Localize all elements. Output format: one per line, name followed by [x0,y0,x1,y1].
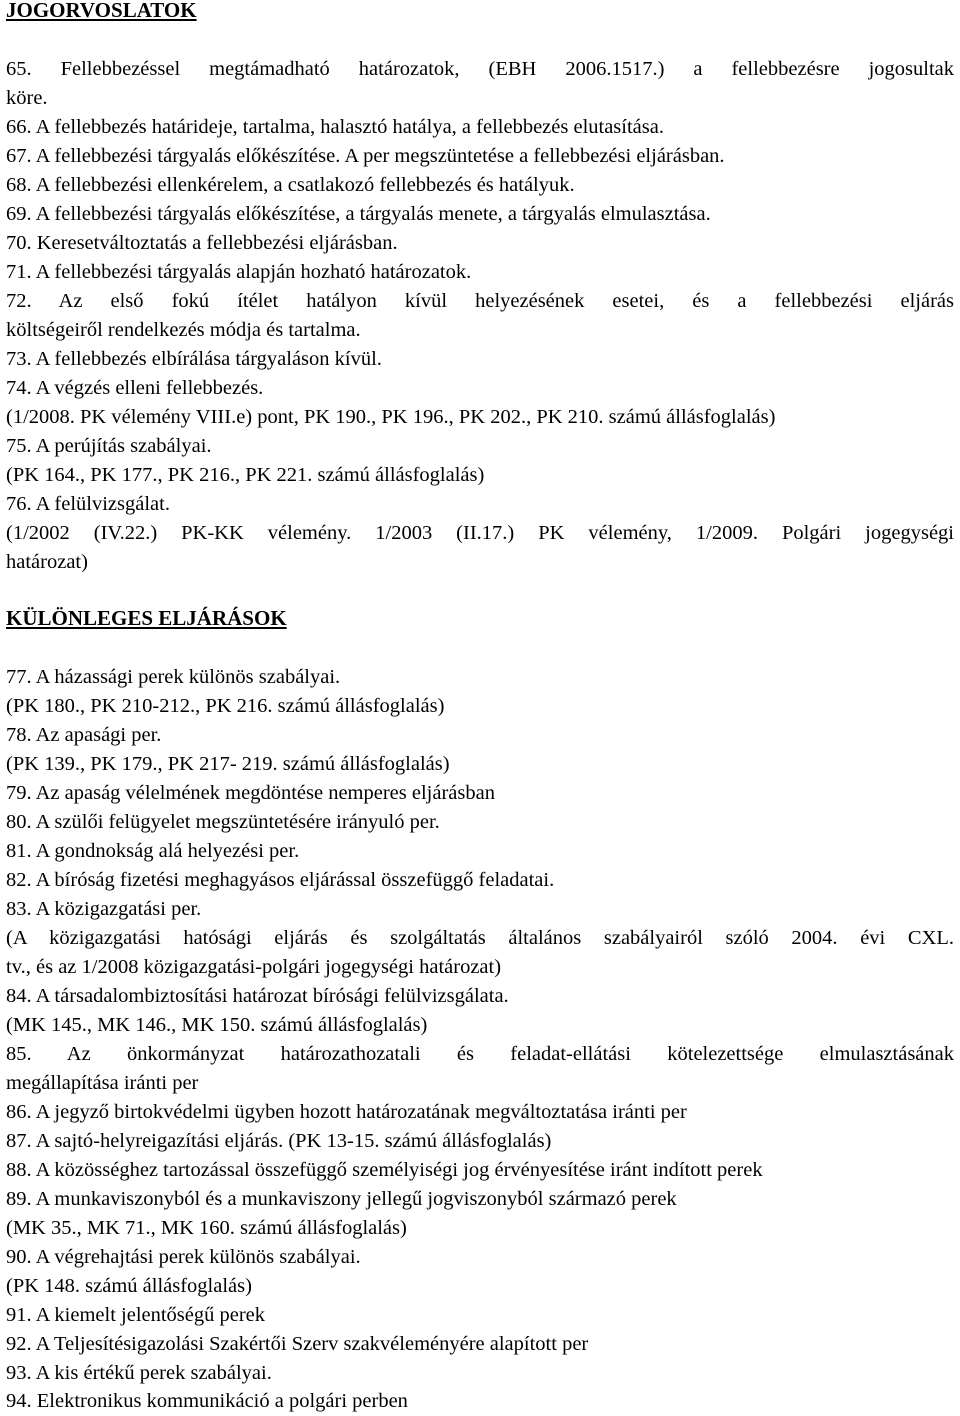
text-line: tv., és az 1/2008 közigazgatási-polgári jogegységi határozat) [6,956,502,978]
text-line: 80. A szülői felügyelet megszüntetésére irányuló per. [6,811,440,833]
text-line: 84. A társadalombiztosítási határozat bírósági felülvizsgálata. [6,985,509,1007]
text-line: 74. A végzés elleni fellebbezés. [6,377,264,399]
text-line: köre. [6,87,48,109]
text-line: határozat) [6,551,88,573]
text-line: 69. A fellebbezési tárgyalás előkészítése, a tárgyalás menete, a tárgyalás elmulasztása. [6,203,711,225]
text-line: 86. A jegyző birtokvédelmi ügyben hozott határozatának megváltoztatása iránti per [6,1101,687,1123]
text-line: 71. A fellebbezési tárgyalás alapján hozható határozatok. [6,261,472,283]
text-line: 70. Keresetváltoztatás a fellebbezési eljárásban. [6,232,398,254]
text-line: 92. A Teljesítésigazolási Szakértői Szerv szakvéleményére alapított per [6,1333,589,1355]
text-line: 65. Fellebbezéssel megtámadható határozatok, (EBH 2006.1517.) a fellebbezésre jogosultak [6,58,954,80]
text-line: 77. A házassági perek különös szabályai. [6,666,341,688]
text-line: 66. A fellebbezés határideje, tartalma, halasztó hatálya, a fellebbezés elutasítása. [6,116,664,138]
text-line: 87. A sajtó-helyreigazítási eljárás. (PK 13-15. számú állásfoglalás) [6,1130,552,1152]
text-line: 72. Az első fokú ítélet hatályon kívül helyezésének esetei, és a fellebbezési eljárás [6,290,954,312]
text-line: (1/2002 (IV.22.) PK-KK vélemény. 1/2003 (II.17.) PK vélemény, 1/2009. Polgári jogegységi [6,522,954,544]
text-line: 90. A végrehajtási perek különös szabályai. [6,1246,361,1268]
text-line: 68. A fellebbezési ellenkérelem, a csatlakozó fellebbezés és hatályuk. [6,174,575,196]
text-line: 93. A kis értékű perek szabályai. [6,1362,272,1384]
text-line: (PK 148. számú állásfoglalás) [6,1275,252,1297]
text-line: megállapítása iránti per [6,1072,199,1094]
section-title-jogorvoslatok: JOGORVOSLATOK [6,0,197,22]
text-line: 89. A munkaviszonyból és a munkaviszony jellegű jogviszonyból származó perek [6,1188,677,1210]
text-line: (PK 139., PK 179., PK 217- 219. számú állásfoglalás) [6,753,450,775]
text-line: 88. A közösséghez tartozással összefüggő személyiségi jog érvényesítése iránt indított perek [6,1159,763,1181]
text-line: 78. Az apasági per. [6,724,162,746]
text-line: költségeiről rendelkezés módja és tartalma. [6,319,361,341]
text-line: (PK 180., PK 210-212., PK 216. számú állásfoglalás) [6,695,445,717]
text-line: (MK 145., MK 146., MK 150. számú állásfoglalás) [6,1014,428,1036]
text-line: 81. A gondnokság alá helyezési per. [6,840,300,862]
text-line: 85. Az önkormányzat határozathozatali és feladat-ellátási kötelezettsége elmulasztásának [6,1043,954,1065]
text-line: 76. A felülvizsgálat. [6,493,170,515]
text-line: (A közigazgatási hatósági eljárás és szolgáltatás általános szabályairól szóló 2004. évi CXL. [6,927,954,949]
text-line: 75. A perújítás szabályai. [6,435,212,457]
text-line: 67. A fellebbezési tárgyalás előkészítése. A per megszüntetése a fellebbezési eljárásban. [6,145,725,167]
text-line: 91. A kiemelt jelentőségű perek [6,1304,266,1326]
text-line: (MK 35., MK 71., MK 160. számú állásfoglalás) [6,1217,407,1239]
text-line: 94. Elektronikus kommunikáció a polgári perben [6,1390,408,1412]
text-line: (1/2008. PK vélemény VIII.e) pont, PK 190., PK 196., PK 202., PK 210. számú állásfoglalás) [6,406,776,428]
text-line: 79. Az apaság vélelmének megdöntése nemperes eljárásban [6,782,495,804]
text-line: 83. A közigazgatási per. [6,898,202,920]
text-line: (PK 164., PK 177., PK 216., PK 221. számú állásfoglalás) [6,464,485,486]
section-title-kulonleges: KÜLÖNLEGES ELJÁRÁSOK [6,606,287,630]
text-line: 73. A fellebbezés elbírálása tárgyaláson kívül. [6,348,382,370]
text-line: 82. A bíróság fizetési meghagyásos eljárással összefüggő feladatai. [6,869,555,891]
